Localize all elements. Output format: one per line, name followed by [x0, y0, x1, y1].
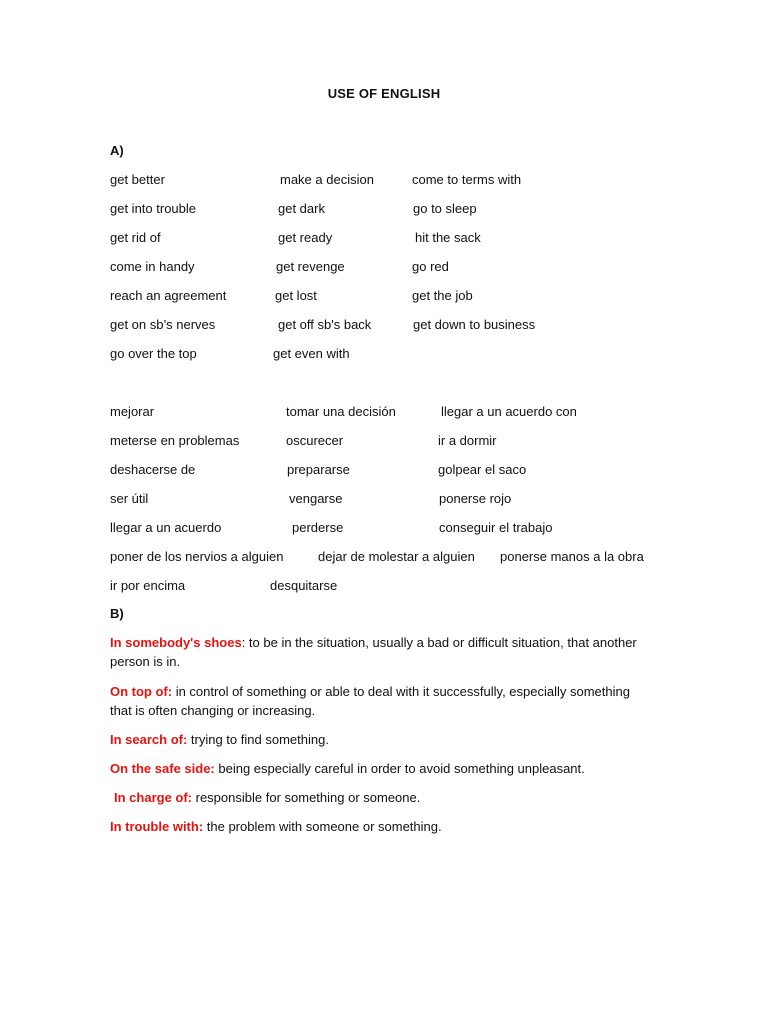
list-item [0, 578, 768, 596]
section-a-label: A) [110, 143, 124, 158]
phrase-es: ponerse manos a la obra [500, 549, 644, 564]
definition-text: to be in the situation, usually a bad or difficult situation, that another person is in. [110, 635, 637, 669]
definition-text: responsible for something or someone. [192, 790, 421, 805]
list-item [0, 288, 768, 306]
phrase-es: oscurecer [286, 433, 344, 448]
phrase-en: go over the top [110, 346, 197, 361]
phrase-en: get better [110, 172, 165, 187]
phrase-en: get ready [278, 230, 333, 245]
phrase-en: get lost [275, 288, 317, 303]
definition-item [110, 682, 650, 720]
phrase-en: get the job [412, 288, 473, 303]
definition-term: In charge of: [114, 790, 193, 805]
phrase-es: deshacerse de [110, 462, 196, 477]
definition-term: In trouble with: [110, 819, 204, 834]
phrase-en: go to sleep [413, 201, 477, 216]
definition-text: trying to find something. [187, 732, 329, 747]
phrase-es: dejar de molestar a alguien [318, 549, 475, 564]
phrase-es: poner de los nervios a alguien [110, 549, 284, 564]
definition-text: the problem with someone or something. [203, 819, 442, 834]
definition-term: In somebody's shoes [110, 635, 242, 650]
list-item [0, 549, 768, 567]
phrase-en: get revenge [276, 259, 345, 274]
phrase-es: ir a dormir [438, 433, 497, 448]
phrase-en: reach an agreement [110, 288, 227, 303]
definition-item [110, 817, 650, 836]
phrase-es: prepararse [287, 462, 350, 477]
phrase-en: get even with [273, 346, 350, 361]
phrase-en: get rid of [110, 230, 161, 245]
list-item [0, 346, 768, 364]
phrase-es: conseguir el trabajo [439, 520, 553, 535]
phrase-en: come in handy [110, 259, 195, 274]
phrase-es: llegar a un acuerdo [110, 520, 222, 535]
list-item [0, 491, 768, 509]
phrase-es: tomar una decisión [286, 404, 396, 419]
definition-item [110, 730, 650, 749]
phrase-es: perderse [292, 520, 344, 535]
phrase-en: get off sb's back [278, 317, 372, 332]
list-item [0, 172, 768, 190]
phrase-es: ir por encima [110, 578, 186, 593]
definition-separator: : [241, 635, 246, 650]
list-item [0, 433, 768, 451]
phrase-es: meterse en problemas [110, 433, 240, 448]
definition-term: On the safe side: [110, 761, 215, 776]
definition-term: On top of: [110, 684, 173, 699]
phrase-es: vengarse [289, 491, 343, 506]
list-item [0, 520, 768, 538]
definition-text: in control of something or able to deal with it successfully, especially something that is often changing or increasing. [110, 684, 630, 718]
phrase-en: get into trouble [110, 201, 197, 216]
phrase-en: get dark [278, 201, 325, 216]
list-item [0, 259, 768, 277]
page-title: USE OF ENGLISH [327, 86, 441, 101]
phrase-en: go red [412, 259, 449, 274]
phrase-es: mejorar [110, 404, 155, 419]
phrase-es: llegar a un acuerdo con [441, 404, 577, 419]
list-item [0, 201, 768, 219]
phrase-en: come to terms with [412, 172, 522, 187]
list-item [0, 317, 768, 335]
definition-term: In search of: [110, 732, 188, 747]
section-b-label: B) [110, 606, 124, 621]
phrase-en: get on sb’s nerves [110, 317, 216, 332]
phrase-es: golpear el saco [438, 462, 527, 477]
definition-item [114, 788, 654, 807]
phrase-en: get down to business [413, 317, 536, 332]
definition-item [110, 759, 650, 778]
phrase-es: desquitarse [270, 578, 338, 593]
definition-text: being especially careful in order to avoid something unpleasant. [214, 761, 585, 776]
phrase-en: make a decision [280, 172, 374, 187]
list-item [0, 230, 768, 248]
list-item [0, 462, 768, 480]
definition-item [110, 633, 650, 671]
phrase-en: hit the sack [415, 230, 481, 245]
list-item [0, 404, 768, 422]
phrase-es: ponerse rojo [439, 491, 512, 506]
phrase-es: ser útil [110, 491, 149, 506]
